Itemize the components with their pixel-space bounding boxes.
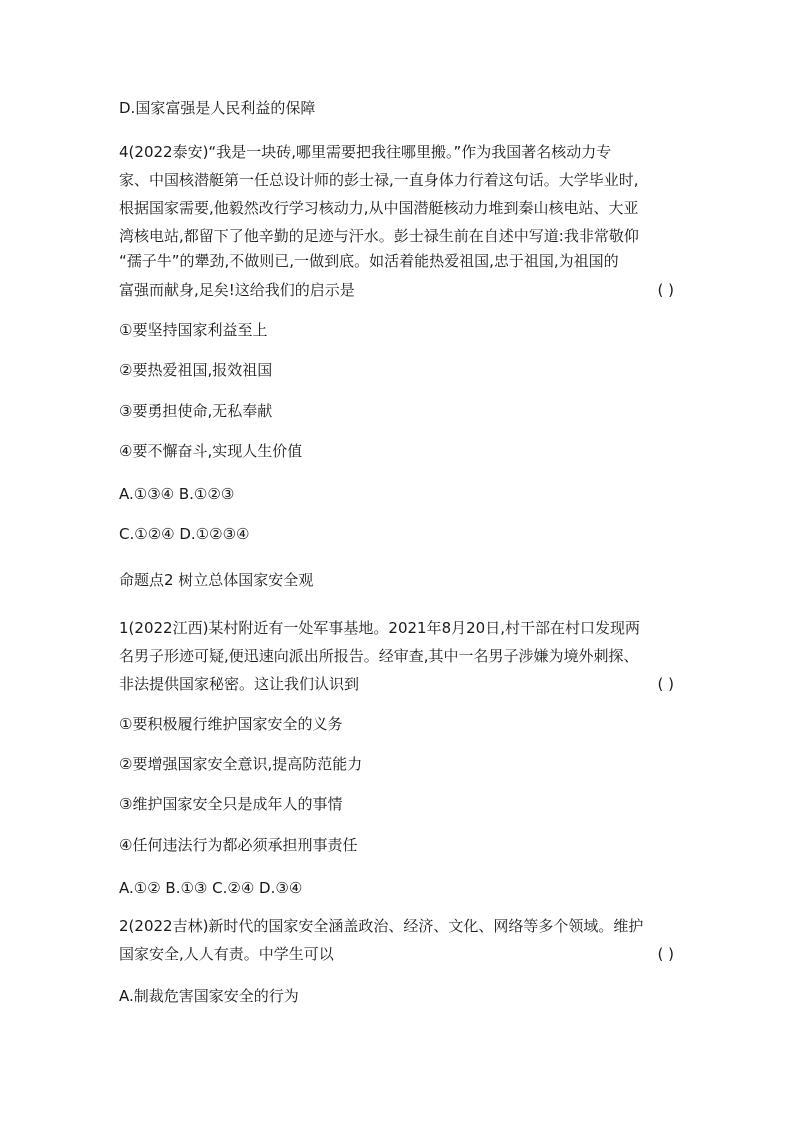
question-1-item-3: ③维护国家安全只是成年人的事情 (119, 795, 343, 813)
question-2-line-2: 国家安全,人人有责。中学生可以 (119, 945, 334, 963)
answer-bracket: ( ) (657, 281, 674, 299)
question-1-options: A.①② B.①③ C.②④ D.③④ (119, 879, 303, 897)
previous-option-d: D.国家富强是人民利益的保障 (119, 99, 316, 117)
question-4-line-2: 家、中国核潜艇第一任总设计师的彭士禄,一直身体力行着这句话。大学毕业时, (119, 171, 639, 189)
question-4-line-4: 湾核电站,都留下了他辛勤的足迹与汗水。彭士禄生前在自述中写道:我非常敬仰 (119, 227, 639, 245)
question-2-line-1: 2(2022吉林)新时代的国家安全涵盖政治、经济、文化、网络等多个领域。维护 (119, 917, 644, 935)
question-1-item-2: ②要增强国家安全意识,提高防范能力 (119, 755, 363, 773)
question-1-item-4: ④任何违法行为都必须承担刑事责任 (119, 836, 358, 854)
question-4-line-3: 根据国家需要,他毅然改行学习核动力,从中国潜艇核动力堆到秦山核电站、大亚 (119, 199, 639, 217)
question-4-options-row-1: A.①③④ B.①②③ (119, 485, 235, 503)
question-1-last-line (119, 674, 674, 694)
question-1-item-1: ①要积极履行维护国家安全的义务 (119, 715, 343, 733)
question-1-line-3: 非法提供国家秘密。这让我们认识到 (119, 675, 360, 693)
question-4-line-6: 富强而献身,足矣!这给我们的启示是 (119, 281, 355, 299)
answer-bracket: ( ) (657, 675, 674, 693)
question-1-line-1: 1(2022江西)某村附近有一处军事基地。2021年8月20日,村干部在村口发现两 (119, 619, 640, 637)
question-4-line-1: 4(2022泰安)“我是一块砖,哪里需要把我往哪里搬。”作为我国著名核动力专 (119, 143, 612, 161)
question-1-line-2: 名男子形迹可疑,便迅速向派出所报告。经审查,其中一名男子涉嫌为境外刺探、 (119, 647, 639, 665)
question-4-item-2: ②要热爱祖国,报效祖国 (119, 361, 273, 379)
question-4-item-1: ①要坚持国家利益至上 (119, 321, 268, 339)
question-2-option-a: A.制裁危害国家安全的行为 (119, 987, 299, 1005)
question-4-item-3: ③要勇担使命,无私奉献 (119, 402, 273, 420)
question-4-line-5: “孺子牛”的犟劲,不做则已,一做到底。如活着能热爱祖国,忠于祖国,为祖国的 (119, 252, 619, 270)
question-4-options-row-2: C.①②④ D.①②③④ (119, 525, 250, 543)
question-4-item-4: ④要不懈奋斗,实现人生价值 (119, 442, 303, 460)
question-4-last-line (119, 280, 674, 300)
question-2-last-line (119, 944, 674, 964)
answer-bracket: ( ) (657, 945, 674, 963)
section-heading: 命题点2 树立总体国家安全观 (119, 571, 314, 589)
